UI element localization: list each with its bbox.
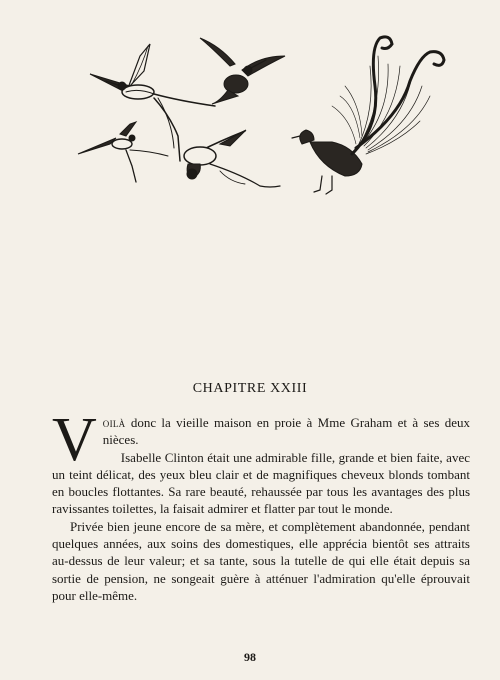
hummingbird-4-icon: [184, 130, 280, 187]
lyrebird-icon: [292, 37, 444, 194]
paragraph-3: Privée bien jeune encore de sa mère, et complètement abandonnée, pendant quelques années, aux soins des domestiques, elle apprécia bientôt ses attraits au-dessus de leur valeur; et sa tante, sous la tutelle de qui elle était depuis sa sortie de pension, ne songeait guère à atténuer l'admiration qu'elle éprouvait pour elle-même.: [52, 518, 470, 603]
paragraph-1: [52, 406, 470, 474]
chapter-body: [52, 406, 470, 604]
hummingbird-2-icon: [200, 38, 285, 104]
drop-cap: V: [52, 406, 97, 474]
hummingbird-3-icon: [78, 122, 168, 182]
paragraph-2: Isabelle Clinton était une admirable fille, grande et bien faite, avec un teint délicat, des yeux bleu clair et de magnifiques cheveux blonds tombant en boucles flottantes. Sa rare beauté, rehaussée par tous les avantages des plus ravissantes toilettes, la faisait admirer et flatter par tout le monde.: [52, 449, 470, 517]
birds-illustration-icon: [70, 26, 450, 201]
page-number: 98: [244, 650, 256, 664]
paragraph-1-text: donc la vieille maison en proie à Mme Graham et à ses deux nièces.: [102, 415, 470, 448]
chapter-title: CHAPITRE XXIII: [192, 381, 308, 396]
opening-small-caps: oilà: [102, 415, 126, 430]
